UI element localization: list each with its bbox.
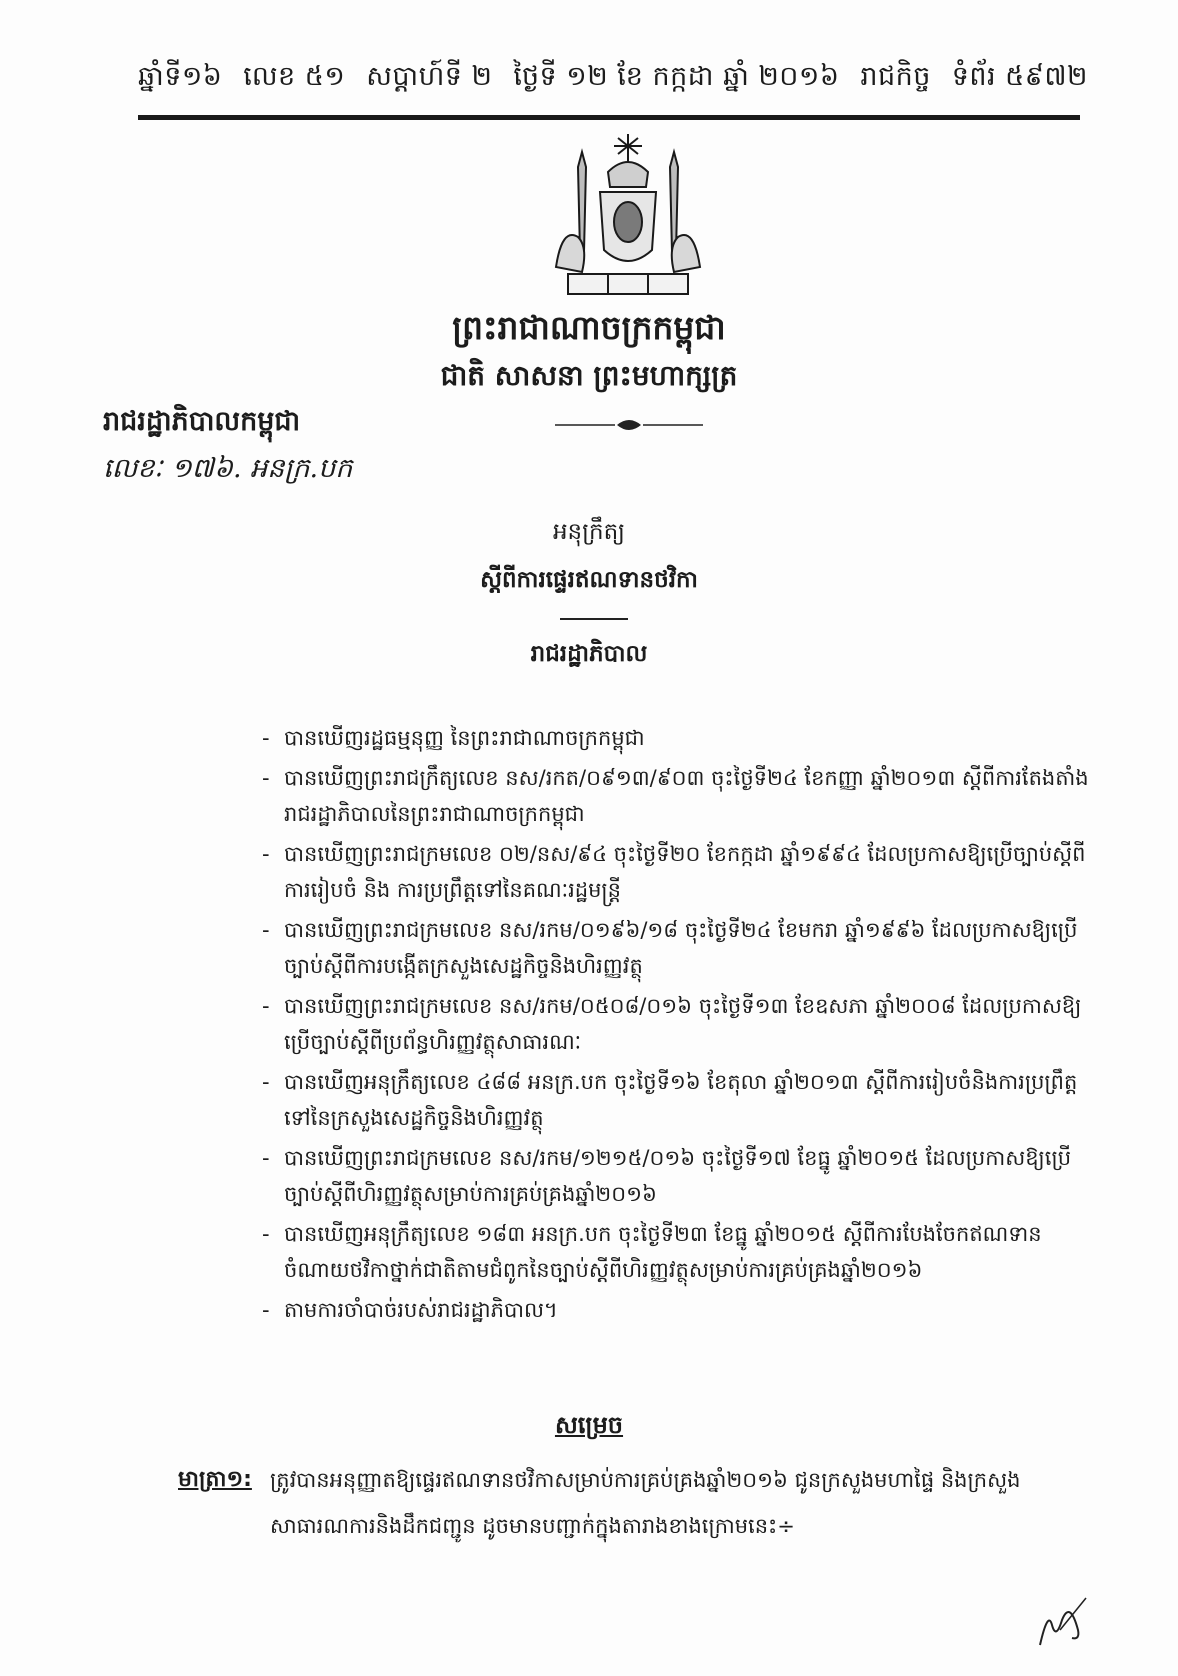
preamble-item-text: បានឃើញព្រះរាជក្រមលេខ នស/រកម/០១៩៦/១៨ ចុះថ្ងៃទី២៤ ខែមករា ឆ្នាំ១៩៩៦ ដែលប្រកាសឱ្យប្រើច្បាប់ស្តីពីការបង្កើតក្រសួងសេដ្ឋកិច្ចនិងហិរញ្ញវត្ថុ [284, 918, 1078, 978]
issuing-government: រាជរដ្ឋាភិបាលកម្ពុជា [103, 406, 301, 437]
kingdom-name: ព្រះរាជាណាចក្រកម្ពុជា [452, 308, 726, 347]
preamble-item-text: បានឃើញអនុក្រឹត្យលេខ ៤៨៨ អនក្រ.បក ចុះថ្ងៃទី១៦ ខែតុលា ឆ្នាំ២០១៣ ស្តីពីការរៀបចំនិងការប្រព្រឹត្តទៅនៃក្រសួងសេដ្ឋកិច្ចនិងហិរញ្ញវត្ថុ [284, 1070, 1078, 1130]
preamble-item-text: បានឃើញអនុក្រឹត្យលេខ ១៨៣ អនក្រ.បក ចុះថ្ងៃទី២៣ ខែធ្នូ ឆ្នាំ២០១៥ ស្តីពីការបែងចែកឥណទានចំណាយថវិកាថ្នាក់ជាតិតាមជំពូកនៃច្បាប់ស្តីពីហិរញ្ញវត្ថុសម្រាប់ការគ្រប់គ្រងឆ្នាំ២០១៦ [284, 1222, 1042, 1282]
preamble-item: - បានឃើញអនុក្រឹត្យលេខ ១៨៣ អនក្រ.បក ចុះថ្ងៃទី២៣ ខែធ្នូ ឆ្នាំ២០១៥ ស្តីពីការបែងចែកឥណទានចំណាយថវិកាថ្នាក់ជាតិតាមជំពូកនៃច្បាប់ស្តីពីហិរញ្ញវត្ថុសម្រាប់ការគ្រប់គ្រងឆ្នាំ២០១៦ [262, 1222, 1042, 1282]
preamble-item-text: តាមការចាំបាច់របស់រាជរដ្ឋាភិបាល។ [284, 1298, 558, 1322]
gazette-header [138, 60, 1088, 99]
preamble-item-text: បានឃើញព្រះរាជក្រឹត្យលេខ នស/រកត/០៩១៣/៩០៣ ចុះថ្ងៃទី២៤ ខែកញ្ញា ឆ្នាំ២០១៣ ស្តីពីការតែងតាំងរាជរដ្ឋាភិបាលនៃព្រះរាជាណាចក្រកម្ពុជា [284, 766, 1089, 826]
issuing-authority-label: រាជរដ្ឋាភិបាល [530, 641, 648, 667]
royal-coat-of-arms-icon [548, 132, 708, 302]
preamble-item-text: បានឃើញព្រះរាជក្រមលេខ ០២/នស/៩៤ ចុះថ្ងៃទី២០ ខែកក្កដា ឆ្នាំ១៩៩៤ ដែលប្រកាសឱ្យប្រើច្បាប់ស្តីពីការរៀបចំ និង ការប្រព្រឹត្តទៅនៃគណៈរដ្ឋមន្ត្រី [284, 842, 1086, 902]
preamble-item-text: បានឃើញព្រះរាជក្រមលេខ នស/រកម/០៥០៨/០១៦ ចុះថ្ងៃទី១៣ ខែឧសភា ឆ្នាំ២០០៨ ដែលប្រកាសឱ្យប្រើច្បាប់ស្តីពីប្រព័ន្ធហិរញ្ញវត្ថុសាធារណៈ [284, 994, 1082, 1054]
gazette-week: សប្តាហ៍ទី ២ [366, 61, 493, 92]
article-label: មាត្រា១: [178, 1467, 252, 1492]
preamble-item: - តាមការចាំបាច់របស់រាជរដ្ឋាភិបាល។ [262, 1298, 558, 1322]
document-type: អនុក្រឹត្យ [552, 519, 626, 545]
document-number: លេខៈ ១៧៦. អនក្រ.បក [103, 453, 353, 484]
article-text: ត្រូវបានអនុញ្ញាតឱ្យផ្ទេរឥណទានថវិកាសម្រាប់ការគ្រប់គ្រងឆ្នាំ២០១៦ ជូនក្រសួងមហាផ្ទៃ និងក្រសួង [270, 1468, 1021, 1492]
preamble-item-text: បានឃើញរដ្ឋធម្មនុញ្ញ នៃព្រះរាជាណាចក្រកម្ពុជា [284, 726, 645, 750]
initial-signature-icon [1030, 1590, 1090, 1650]
document-subject: ស្តីពីការផ្ទេរឥណទានថវិកា [480, 567, 698, 593]
preamble-list [262, 720, 1092, 1332]
ornamental-divider-icon [555, 415, 703, 435]
section-divider [560, 618, 628, 620]
gazette-year: ឆ្នាំទី១៦ [138, 61, 223, 92]
preamble-item: - បានឃើញព្រះរាជក្រមលេខ នស/រកម/០៥០៨/០១៦ ចុះថ្ងៃទី១៣ ខែឧសភា ឆ្នាំ២០០៨ ដែលប្រកាសឱ្យប្រើច្បាប់ស្តីពីប្រព័ន្ធហិរញ្ញវត្ថុសាធារណៈ [262, 994, 1082, 1054]
gazette-section: រាជកិច្ច [860, 61, 931, 92]
national-motto: ជាតិ សាសនា ព្រះមហាក្សត្រ [440, 359, 738, 392]
article-text-continued: សាធារណការនិងដឹកជញ្ជូន ដូចមានបញ្ជាក់ក្នុងតារាងខាងក្រោមនេះ÷ [270, 1514, 795, 1538]
article-1 [178, 1462, 1098, 1544]
preamble-item-text: បានឃើញព្រះរាជក្រមលេខ នស/រកម/១២១៥/០១៦ ចុះថ្ងៃទី១៧ ខែធ្នូ ឆ្នាំ២០១៥ ដែលប្រកាសឱ្យប្រើច្បាប់ស្តីពីហិរញ្ញវត្ថុសម្រាប់ការគ្រប់គ្រងឆ្នាំ២០១៦ [284, 1146, 1072, 1206]
preamble-item: - បានឃើញព្រះរាជក្រមលេខ នស/រកម/១២១៥/០១៦ ចុះថ្ងៃទី១៧ ខែធ្នូ ឆ្នាំ២០១៥ ដែលប្រកាសឱ្យប្រើច្បាប់ស្តីពីហិរញ្ញវត្ថុសម្រាប់ការគ្រប់គ្រងឆ្នាំ២០១៦ [262, 1146, 1072, 1206]
decision-title: សម្រេច [554, 1411, 624, 1439]
preamble-item: - បានឃើញរដ្ឋធម្មនុញ្ញ នៃព្រះរាជាណាចក្រកម្ពុជា [262, 726, 645, 750]
preamble-item: - បានឃើញព្រះរាជក្រមលេខ ០២/នស/៩៤ ចុះថ្ងៃទី២០ ខែកក្កដា ឆ្នាំ១៩៩៤ ដែលប្រកាសឱ្យប្រើច្បាប់ស្តីពីការរៀបចំ និង ការប្រព្រឹត្តទៅនៃគណៈរដ្ឋមន្ត្រី [262, 842, 1086, 902]
preamble-item: - បានឃើញអនុក្រឹត្យលេខ ៤៨៨ អនក្រ.បក ចុះថ្ងៃទី១៦ ខែតុលា ឆ្នាំ២០១៣ ស្តីពីការរៀបចំនិងការប្រព្រឹត្តទៅនៃក្រសួងសេដ្ឋកិច្ចនិងហិរញ្ញវត្ថុ [262, 1070, 1078, 1130]
preamble-item: - បានឃើញព្រះរាជក្រឹត្យលេខ នស/រកត/០៩១៣/៩០៣ ចុះថ្ងៃទី២៤ ខែកញ្ញា ឆ្នាំ២០១៣ ស្តីពីការតែងតាំងរាជរដ្ឋាភិបាលនៃព្រះរាជាណាចក្រកម្ពុជា [262, 766, 1089, 826]
gazette-date: ថ្ងៃទី ១២ ខែ កក្កដា ឆ្នាំ ២០១៦ [513, 61, 840, 92]
preamble-item: - បានឃើញព្រះរាជក្រមលេខ នស/រកម/០១៩៦/១៨ ចុះថ្ងៃទី២៤ ខែមករា ឆ្នាំ១៩៩៦ ដែលប្រកាសឱ្យប្រើច្បាប់ស្តីពីការបង្កើតក្រសួងសេដ្ឋកិច្ចនិងហិរញ្ញវត្ថុ [262, 918, 1078, 978]
gazette-page-number: ទំព័រ ៥៩៧២ [951, 61, 1088, 92]
header-rule [138, 115, 1080, 120]
gazette-issue: លេខ ៥១ [243, 61, 346, 92]
